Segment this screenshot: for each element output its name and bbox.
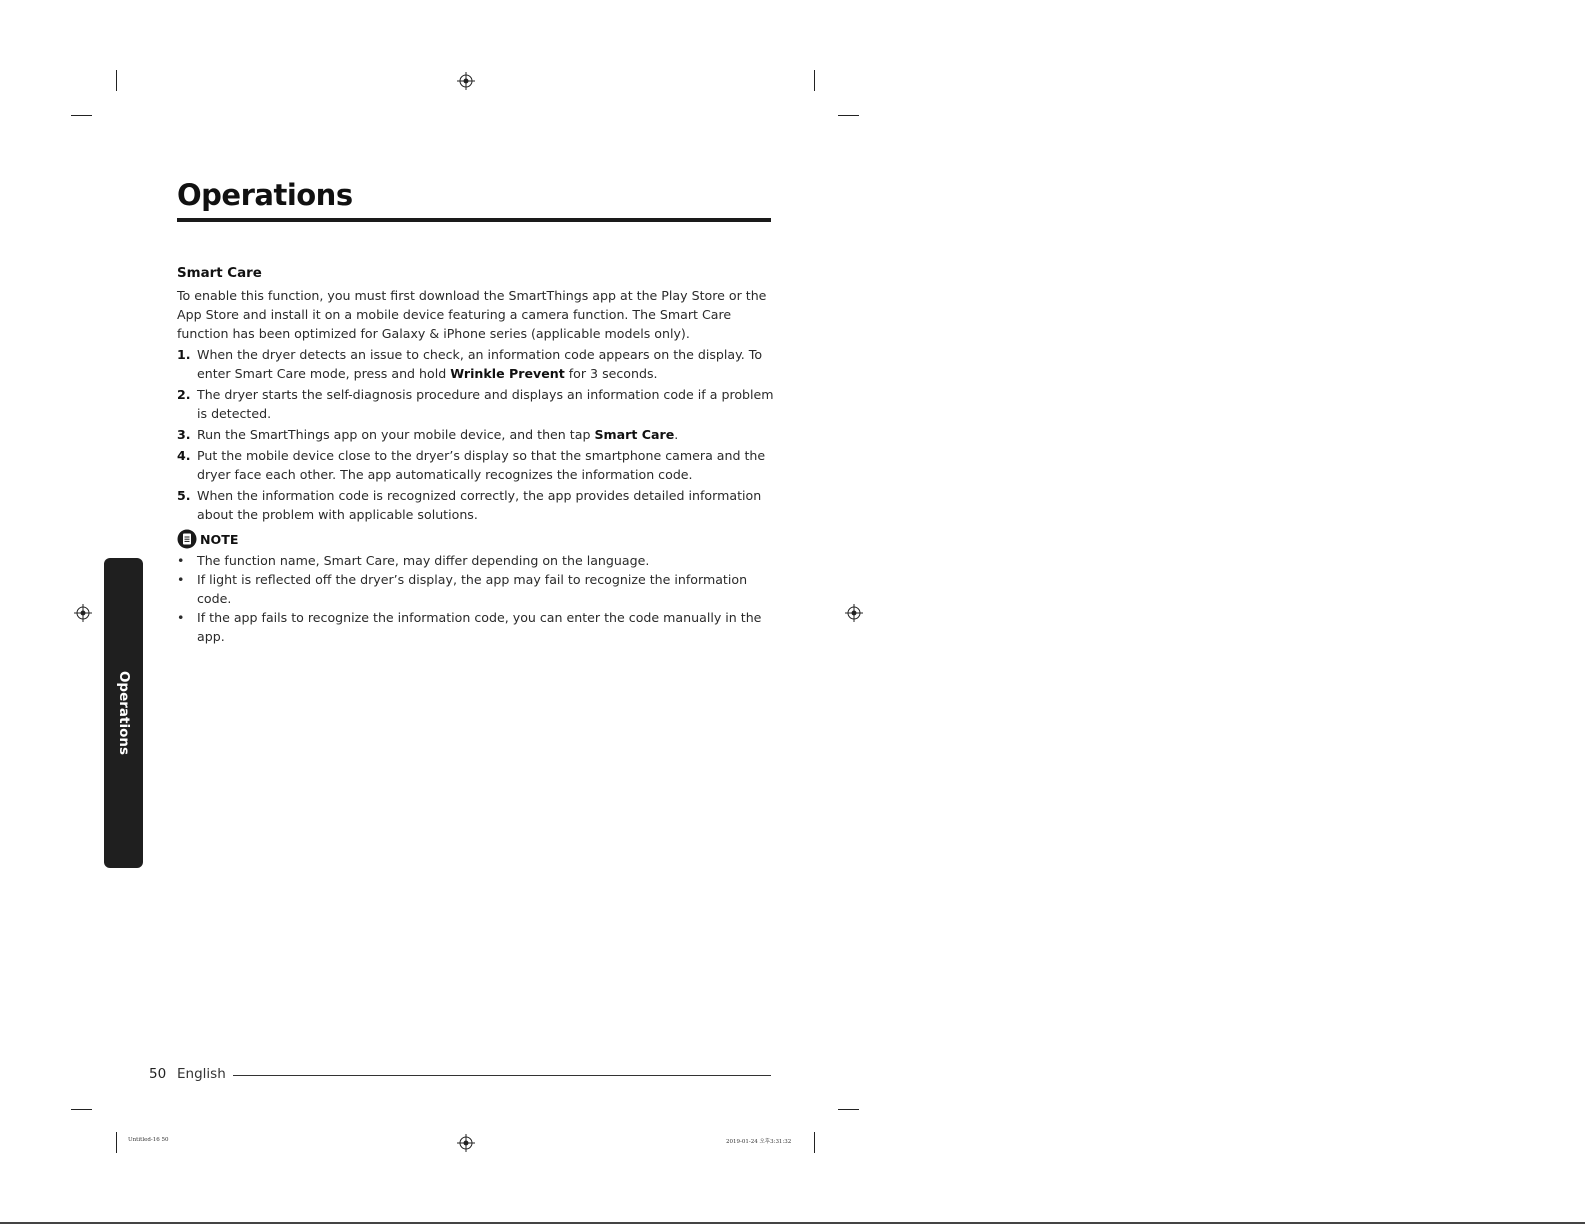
section-side-tab xyxy=(104,558,143,868)
step-keyword: Wrinkle Prevent xyxy=(450,366,565,381)
step-text-after: . xyxy=(674,427,679,442)
step-number: 4. xyxy=(177,448,191,463)
registration-mark-icon xyxy=(74,604,92,622)
crop-mark xyxy=(71,115,92,116)
step-text-after: for 3 seconds. xyxy=(564,366,658,381)
note-heading xyxy=(177,529,777,549)
note-item xyxy=(177,608,777,646)
footer-rule xyxy=(233,1075,771,1076)
page-title: Operations xyxy=(177,178,353,212)
bullet: • xyxy=(177,610,185,625)
step-number: 1. xyxy=(177,347,191,362)
registration-mark-icon xyxy=(457,72,475,90)
crop-mark xyxy=(814,1132,815,1153)
crop-mark xyxy=(814,70,815,91)
registration-mark-icon xyxy=(845,604,863,622)
note-text: If light is reflected off the dryer’s display, the app may fail to recognize the information code. xyxy=(197,572,748,606)
print-slug-right: 2019-01-24 오후3:31:32 xyxy=(726,1139,792,1145)
step-text: Run the SmartThings app on your mobile device, and then tap xyxy=(197,427,595,442)
footer-language: English xyxy=(177,1066,226,1082)
crop-mark xyxy=(71,1109,92,1110)
notes-list xyxy=(177,551,777,646)
step-text: When the dryer detects an issue to check, an information code appears on the display. To enter Smart Care mode, press and hold xyxy=(197,347,763,381)
step-keyword: Smart Care xyxy=(594,427,675,442)
crop-mark xyxy=(116,1132,117,1153)
intro-paragraph: To enable this function, you must first download the SmartThings app at the Play Store or the App Store and install it on a mobile device featuring a camera function. The Smart Care function has been optimized for Galaxy & iPhone series (applicable models only). xyxy=(177,288,767,341)
section-heading: Smart Care xyxy=(177,266,262,281)
step-item xyxy=(177,345,777,383)
note-text: If the app fails to recognize the information code, you can enter the code manually in the app. xyxy=(197,610,762,644)
step-item xyxy=(177,486,777,524)
registration-mark-icon xyxy=(457,1134,475,1152)
bullet: • xyxy=(177,553,185,568)
steps-list xyxy=(177,345,777,524)
step-text: When the information code is recognized correctly, the app provides detailed information about the problem with applicable solutions. xyxy=(197,488,762,522)
side-tab-label: Operations xyxy=(115,670,132,756)
main-content xyxy=(177,264,777,646)
page-number: 50 xyxy=(149,1066,167,1082)
note-document-icon xyxy=(177,529,197,549)
crop-mark xyxy=(116,70,117,91)
crop-mark xyxy=(838,1109,859,1110)
step-number: 5. xyxy=(177,488,191,503)
note-text: The function name, Smart Care, may differ depending on the language. xyxy=(197,553,650,568)
note-item xyxy=(177,551,777,570)
bullet: • xyxy=(177,572,185,587)
step-item xyxy=(177,425,777,444)
step-number: 2. xyxy=(177,387,191,402)
step-item xyxy=(177,385,777,423)
page-bottom-edge xyxy=(0,1222,1585,1224)
print-slug-left: Untitled-16 50 xyxy=(128,1137,169,1143)
title-underline xyxy=(177,218,771,222)
note-item xyxy=(177,570,777,608)
step-number: 3. xyxy=(177,427,191,442)
step-item xyxy=(177,446,777,484)
crop-mark xyxy=(838,115,859,116)
step-text: Put the mobile device close to the dryer’s display so that the smartphone camera and the dryer face each other. The app automatically recognizes the information code. xyxy=(197,448,766,482)
step-text: The dryer starts the self-diagnosis procedure and displays an information code if a problem is detected. xyxy=(197,387,774,421)
note-label: NOTE xyxy=(200,531,239,547)
